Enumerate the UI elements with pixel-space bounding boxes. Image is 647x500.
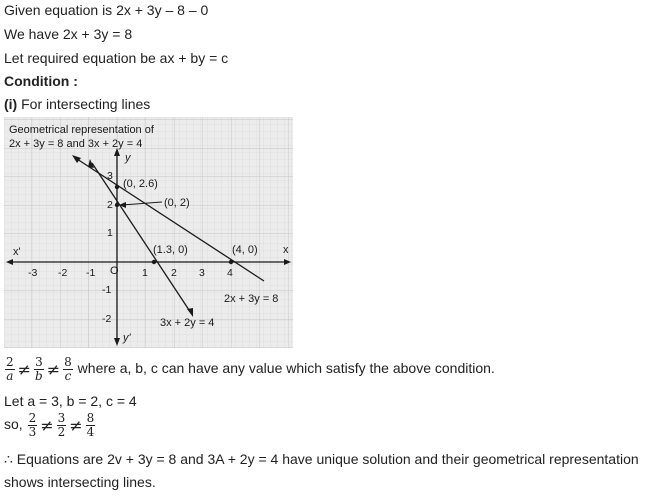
x-tick: -1: [86, 267, 96, 279]
case-marker: (i): [4, 96, 18, 112]
conclusion-line-1: ∴ Equations are 2v + 3y = 8 and 3A + 2y = 4 have unique solution and their geometrical representation: [4, 451, 639, 467]
x-tick: 1: [142, 267, 148, 279]
point-label-1.3-0: (1.3, 0): [153, 244, 188, 256]
origin-label: O: [110, 265, 119, 277]
line-label-2x-3y-8: 2x + 3y = 8: [224, 293, 279, 305]
required-equation-line: Let required equation be ax + by = c: [4, 50, 229, 66]
x-tick: 3: [199, 267, 205, 279]
y-axis-label: y: [125, 152, 131, 164]
x-tick: 2: [171, 267, 177, 279]
ratio-condition-text: where a, b, c can have any value which satisfy the above condition.: [77, 360, 495, 377]
not-equal-sign: ≠: [40, 416, 54, 435]
fraction-3-over-b: $\frac{3}{b}$: [35, 355, 43, 383]
not-equal-sign: ≠: [69, 416, 83, 435]
point-4-0: [229, 260, 233, 264]
x-tick: -2: [58, 267, 68, 279]
not-equal-sign: ≠: [46, 360, 61, 379]
x-axis-label: x: [283, 244, 289, 256]
y-tick: 3: [107, 170, 113, 182]
line-label-3x-2y-4: 3x + 2y = 4: [160, 317, 215, 329]
point-1.3-0: [152, 260, 156, 264]
we-have-line: We have 2x + 3y = 8: [4, 26, 133, 42]
case-label: For intersecting lines: [21, 96, 151, 112]
y-neg-axis-label: y': [123, 332, 131, 344]
case-heading: [4, 96, 150, 112]
x-tick: -3: [28, 267, 38, 279]
y-tick: 1: [107, 227, 113, 239]
point-label-0-2.6: (0, 2.6): [123, 178, 158, 190]
intersecting-lines-graph: [4, 117, 293, 348]
point-0-2.6: [115, 185, 119, 189]
point-label-4-0: (4, 0): [232, 244, 258, 256]
conclusion-line-2: shows intersecting lines.: [4, 474, 156, 490]
point-0-2: [115, 203, 119, 207]
x-tick: 4: [227, 267, 233, 279]
graph-title-1: Geometrical representation of: [9, 124, 154, 136]
not-equal-sign: ≠: [17, 360, 32, 379]
fraction-2-over-a: $\frac{2}{a}$: [6, 355, 14, 383]
let-values-line: Let a = 3, b = 2, c = 4: [4, 393, 137, 409]
ratio-condition-line: [4, 356, 495, 383]
fraction-8-over-4: $\frac{8}{4}$: [86, 411, 95, 439]
y-tick: -2: [102, 313, 112, 325]
y-tick: -1: [102, 284, 112, 296]
y-tick: 2: [107, 199, 113, 211]
x-neg-axis-label: x': [13, 246, 21, 258]
point-label-0-2: (0, 2): [164, 197, 190, 209]
so-ratio-line: [4, 412, 96, 439]
graph-title-2: 2x + 3y = 8 and 3x + 2y = 4: [9, 138, 143, 150]
fraction-2-over-3: $\frac{2}{3}$: [28, 411, 37, 439]
condition-heading: Condition :: [4, 73, 78, 89]
fraction-8-over-c: $\frac{8}{c}$: [64, 355, 72, 383]
so-label: so,: [4, 416, 23, 433]
fraction-3-over-2: $\frac{3}{2}$: [57, 411, 66, 439]
given-equation-line: Given equation is 2x + 3y – 8 – 0: [4, 2, 209, 18]
